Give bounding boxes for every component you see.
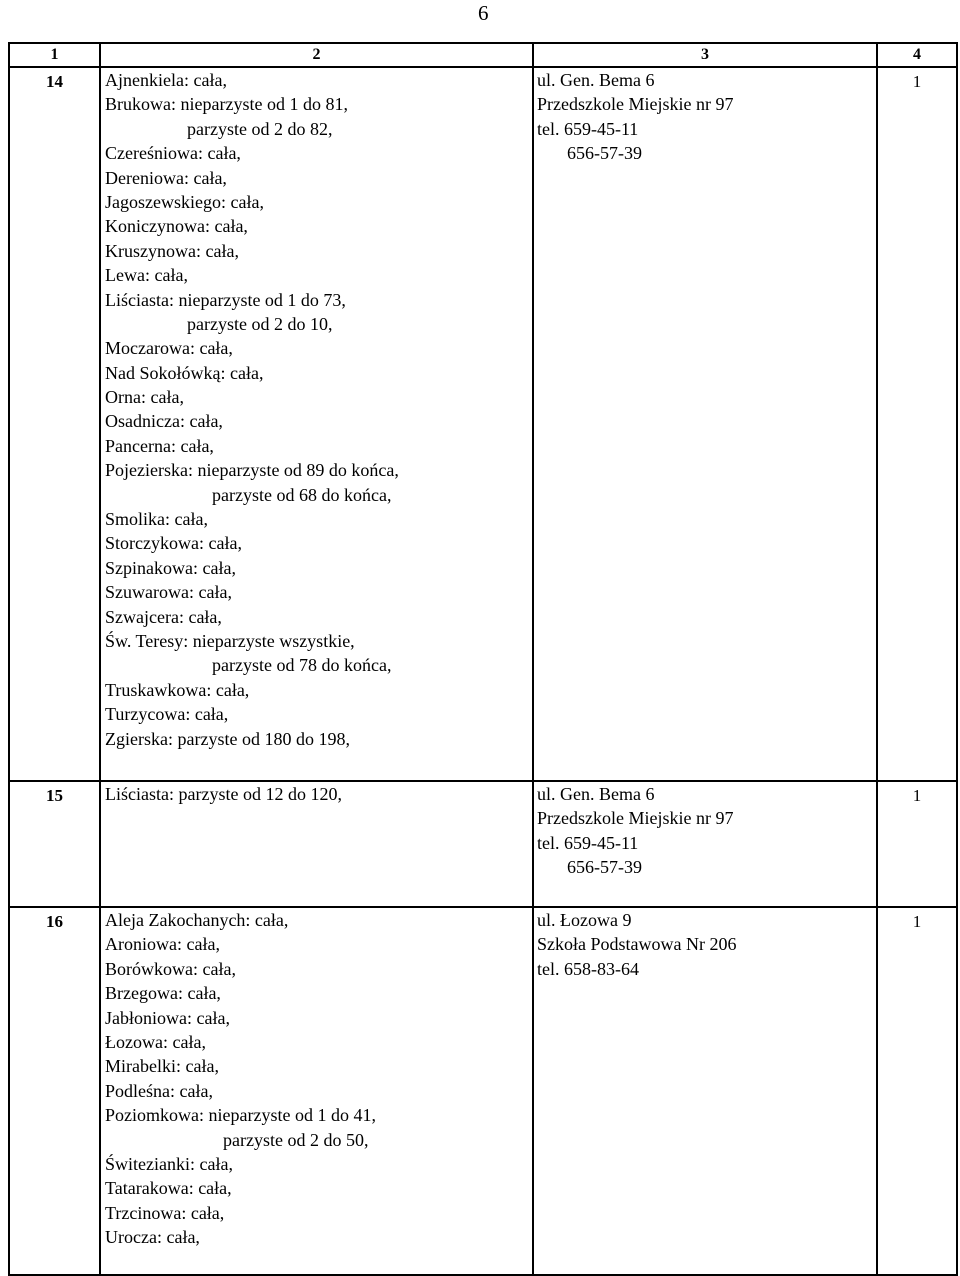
street-list	[100, 907, 533, 1275]
street-line: Pojezierska: nieparzyste od 89 do końca,	[105, 460, 399, 481]
address-line: tel. 659-45-11	[537, 118, 639, 139]
street-line: parzyste od 2 do 10,	[187, 313, 333, 334]
street-line: Moczarowa: cała,	[105, 338, 233, 359]
count-cell: 1	[877, 781, 957, 907]
street-line: Urocza: cała,	[105, 1227, 200, 1248]
address-line: 656-57-39	[567, 857, 642, 878]
street-line: Św. Teresy: nieparzyste wszystkie,	[105, 630, 355, 651]
street-line: Ajnenkiela: cała,	[105, 70, 227, 90]
street-line: Pancerna: cała,	[105, 435, 214, 456]
street-line: Liściasta: nieparzyste od 1 do 73,	[105, 289, 346, 310]
header-col-4: 4	[877, 43, 957, 67]
street-line: Orna: cała,	[105, 387, 184, 408]
street-line: Osadnicza: cała,	[105, 411, 223, 432]
street-line: Czereśniowa: cała,	[105, 143, 241, 164]
street-line: Trzcinowa: cała,	[105, 1202, 225, 1223]
street-line: Dereniowa: cała,	[105, 167, 227, 188]
street-line: Truskawkowa: cała,	[105, 679, 250, 700]
street-line: Brukowa: nieparzyste od 1 do 81,	[105, 94, 348, 115]
count-cell: 1	[877, 67, 957, 781]
district-table	[8, 42, 958, 1276]
row-number: 15	[9, 781, 100, 907]
address-line: Szkoła Podstawowa Nr 206	[537, 934, 737, 955]
street-line: Podleśna: cała,	[105, 1080, 213, 1101]
street-line: parzyste od 2 do 50,	[223, 1129, 369, 1150]
street-line: Brzegowa: cała,	[105, 983, 221, 1004]
table-row	[9, 67, 957, 781]
school-address	[533, 67, 877, 781]
address-line: 656-57-39	[567, 143, 642, 164]
street-line: Turzycowa: cała,	[105, 704, 229, 725]
address-line: ul. Gen. Bema 6	[537, 784, 655, 804]
street-line: Storczykowa: cała,	[105, 533, 242, 554]
street-line: Zgierska: parzyste od 180 do 198,	[105, 728, 350, 749]
street-line: Szwajcera: cała,	[105, 606, 222, 627]
header-row	[9, 43, 957, 67]
street-line: parzyste od 2 do 82,	[187, 118, 333, 139]
row-number: 16	[9, 907, 100, 1275]
address-line: Przedszkole Miejskie nr 97	[537, 808, 734, 829]
street-line: Jagoszewskiego: cała,	[105, 191, 264, 212]
street-line: Poziomkowa: nieparzyste od 1 do 41,	[105, 1105, 376, 1126]
street-line: Tatarakowa: cała,	[105, 1178, 232, 1199]
page-number: 6	[478, 1, 489, 25]
header-col-1: 1	[9, 43, 100, 67]
street-line: Łozowa: cała,	[105, 1031, 206, 1052]
street-line: Liściasta: parzyste od 12 do 120,	[105, 784, 342, 804]
address-line: tel. 658-83-64	[537, 958, 639, 979]
street-line: Borówkowa: cała,	[105, 958, 236, 979]
street-list	[100, 67, 533, 781]
count-cell: 1	[877, 907, 957, 1275]
street-line: Lewa: cała,	[105, 265, 188, 286]
header-col-3: 3	[533, 43, 877, 67]
street-list	[100, 781, 533, 907]
address-line: ul. Łozowa 9	[537, 910, 632, 930]
address-line: Przedszkole Miejskie nr 97	[537, 94, 734, 115]
street-line: Szuwarowa: cała,	[105, 582, 232, 603]
street-line: Mirabelki: cała,	[105, 1056, 219, 1077]
table-row	[9, 907, 957, 1275]
street-line: Smolika: cała,	[105, 509, 208, 530]
street-line: parzyste od 68 do końca,	[212, 484, 392, 505]
address-line: tel. 659-45-11	[537, 832, 639, 853]
school-address	[533, 907, 877, 1275]
street-line: Aleja Zakochanych: cała,	[105, 910, 289, 930]
street-line: parzyste od 78 do końca,	[212, 655, 392, 676]
street-line: Kruszynowa: cała,	[105, 240, 239, 261]
street-line: Aroniowa: cała,	[105, 934, 220, 955]
street-line: Szpinakowa: cała,	[105, 557, 236, 578]
address-line: ul. Gen. Bema 6	[537, 70, 655, 90]
street-line: Jabłoniowa: cała,	[105, 1007, 230, 1028]
street-line: Koniczynowa: cała,	[105, 216, 248, 237]
street-line: Nad Sokołówką: cała,	[105, 362, 264, 383]
street-line: Świtezianki: cała,	[105, 1153, 233, 1174]
header-col-2: 2	[100, 43, 533, 67]
row-number: 14	[9, 67, 100, 781]
school-address	[533, 781, 877, 907]
table-row	[9, 781, 957, 907]
